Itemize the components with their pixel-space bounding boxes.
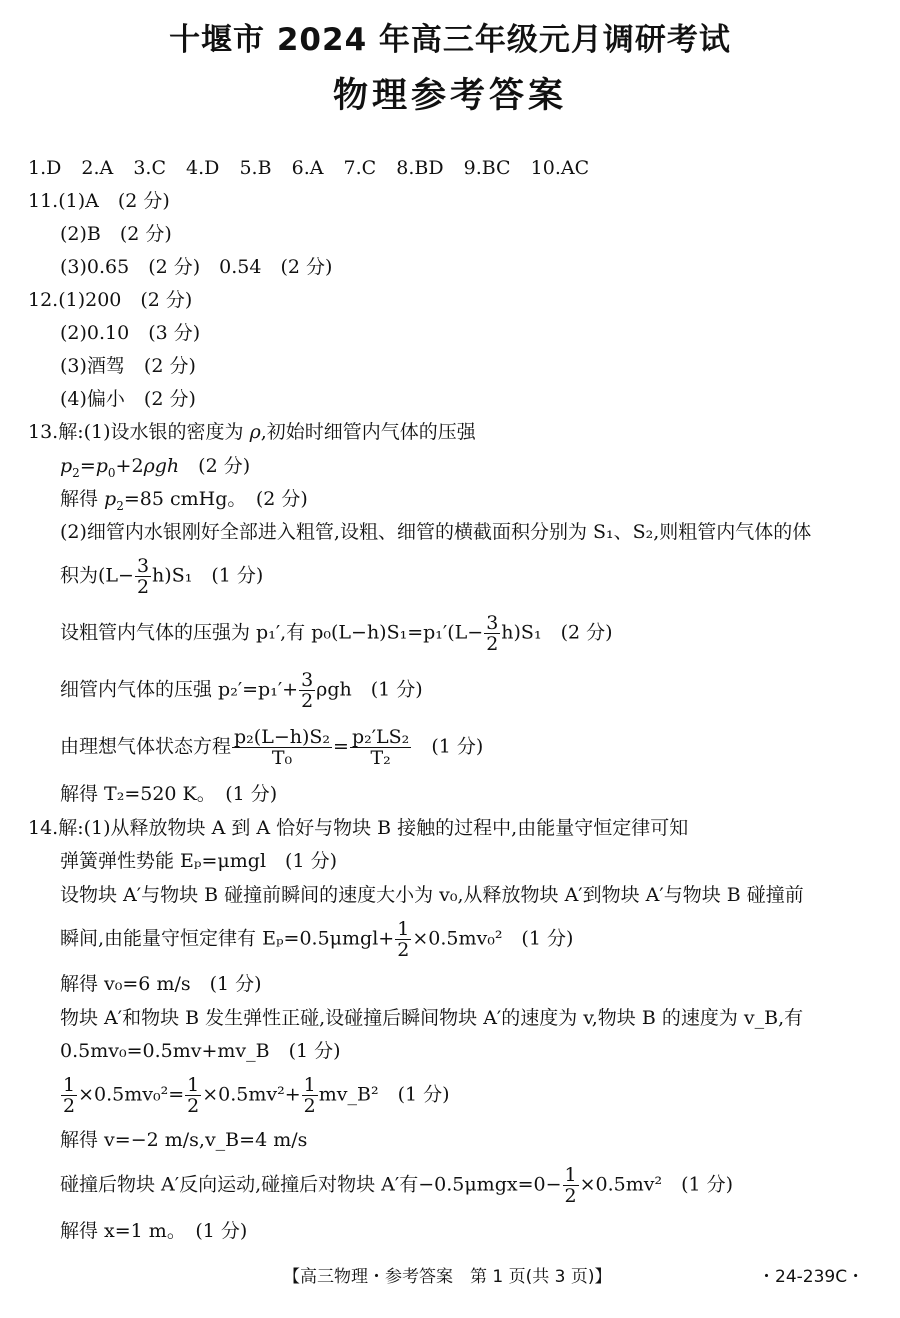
page-subtitle: 物理参考答案	[332, 76, 567, 116]
q13-line: (2)细管内水银刚好全部进入粗管,设粗、细管的横截面积分别为 S₁、S₂,则粗管内气体的体	[60, 521, 812, 543]
q11-line: (3)0.65 (2 分) 0.54 (2 分)	[60, 256, 333, 278]
q13-line: 细管内气体的压强 p₂′=p₁′+ $\frac{3}{2}$ ρgh (1 分)	[60, 669, 423, 712]
q14-line: 设物块 A′与物块 B 碰撞前瞬间的速度大小为 v₀,从释放物块 A′到物块 A′与物块 B 碰撞前	[60, 884, 804, 906]
mc-answer: 6.A	[291, 157, 324, 179]
footer-code: ・24-239C・	[758, 1267, 865, 1287]
fraction: $\frac{\text{p₂′LS₂}}{\text{T₂}}$	[351, 726, 410, 769]
mc-answer: 4.D	[186, 157, 220, 179]
q12-line: (2)0.10 (3 分)	[60, 322, 201, 344]
q14-line: 0.5mv₀=0.5mv+mv_B (1 分)	[60, 1040, 341, 1062]
mc-answers	[28, 156, 603, 180]
mc-answer: 10.AC	[530, 157, 590, 179]
q13-line: 解得 T₂=520 K。 (1 分)	[60, 783, 278, 805]
fraction: $\frac{1}{2}$	[397, 918, 410, 961]
mc-answer: 5.B	[239, 157, 272, 179]
q14-line: 弹簧弹性势能 Eₚ=μmgl (1 分)	[60, 850, 337, 872]
q13-equation: $p_2=p_0+2\rho gh$ (2 分)	[60, 455, 251, 480]
q13-line: 13.解:(1)设水银的密度为 ρ,初始时细管内气体的压强	[28, 421, 476, 443]
q11-line: 11.(1)A (2 分)	[28, 190, 170, 212]
q14-line: 物块 A′和物块 B 发生弹性正碰,设碰撞后瞬间物块 A′的速度为 v,物块 B 的速度为 v_B,有	[60, 1007, 804, 1029]
mc-answer: 3.C	[133, 157, 166, 179]
q12-line: (4)偏小 (2 分)	[60, 388, 196, 410]
fraction: $\frac{1}{2}$	[303, 1074, 316, 1117]
q14-line: 14.解:(1)从释放物块 A 到 A 恰好与物块 B 接触的过程中,由能量守恒定律可知	[28, 817, 689, 839]
mc-answer: 8.BD	[396, 157, 444, 179]
fraction: $\frac{1}{2}$	[564, 1164, 577, 1207]
mc-answer: 2.A	[81, 157, 114, 179]
fraction: $\frac{1}{2}$	[187, 1074, 200, 1117]
fraction: $\frac{3}{2}$	[136, 555, 150, 598]
q14-line: $\frac{1}{2}$ ×0.5mv₀²= $\frac{1}{2}$ ×0.5mv²+ $\frac{1}{2}$ mv_B² (1 分)	[63, 1074, 450, 1117]
q11-line: (2)B (2 分)	[60, 223, 172, 245]
q14-line: 解得 v=−2 m/s,v_B=4 m/s	[60, 1129, 308, 1151]
fraction: $\frac{\text{p₂(L−h)S₂}}{\text{T₀}}$	[234, 726, 331, 769]
q13-line: 由理想气体状态方程 $\frac{\text{p₂(L−h)S₂}}{\text{T₀}}$ = $\frac{\text{p₂′LS₂}}{\text{T₂}}$ (1 分)	[60, 726, 484, 769]
q13-line: 设粗管内气体的压强为 p₁′,有 p₀(L−h)S₁=p₁′(L− $\frac{3}{2}$ h)S₁ (2 分)	[60, 612, 613, 655]
q14-line: 瞬间,由能量守恒定律有 Eₚ=0.5μmgl+ $\frac{1}{2}$ ×0.5mv₀² (1 分)	[60, 918, 574, 961]
footer-page-info: 【高三物理・参考答案 第 1 页(共 3 页)】	[283, 1267, 612, 1287]
mc-answer: 1.D	[28, 157, 62, 179]
q12-line: (3)酒驾 (2 分)	[60, 355, 196, 377]
fraction: $\frac{3}{2}$	[486, 612, 499, 655]
q14-line: 碰撞后物块 A′反向运动,碰撞后对物块 A′有−0.5μmgx=0− $\frac{1}{2}$ ×0.5mv² (1 分)	[60, 1164, 734, 1207]
q13-line: 积为(L− $\frac{3}{2}$ h)S₁ (1 分)	[60, 555, 264, 598]
fraction: $\frac{1}{2}$	[63, 1074, 76, 1117]
q12-line: 12.(1)200 (2 分)	[28, 289, 193, 311]
q14-line: 解得 x=1 m。 (1 分)	[60, 1220, 248, 1242]
fraction: $\frac{3}{2}$	[301, 669, 314, 712]
mc-answer: 7.C	[343, 157, 377, 179]
page-title: 十堰市 2024 年高三年级元月调研考试	[169, 22, 731, 58]
q14-line: 解得 v₀=6 m/s (1 分)	[60, 973, 262, 995]
q13-line: 解得 $p_2=85$ cmHg。 (2 分)	[60, 488, 308, 513]
mc-answer: 9.BC	[463, 157, 511, 179]
